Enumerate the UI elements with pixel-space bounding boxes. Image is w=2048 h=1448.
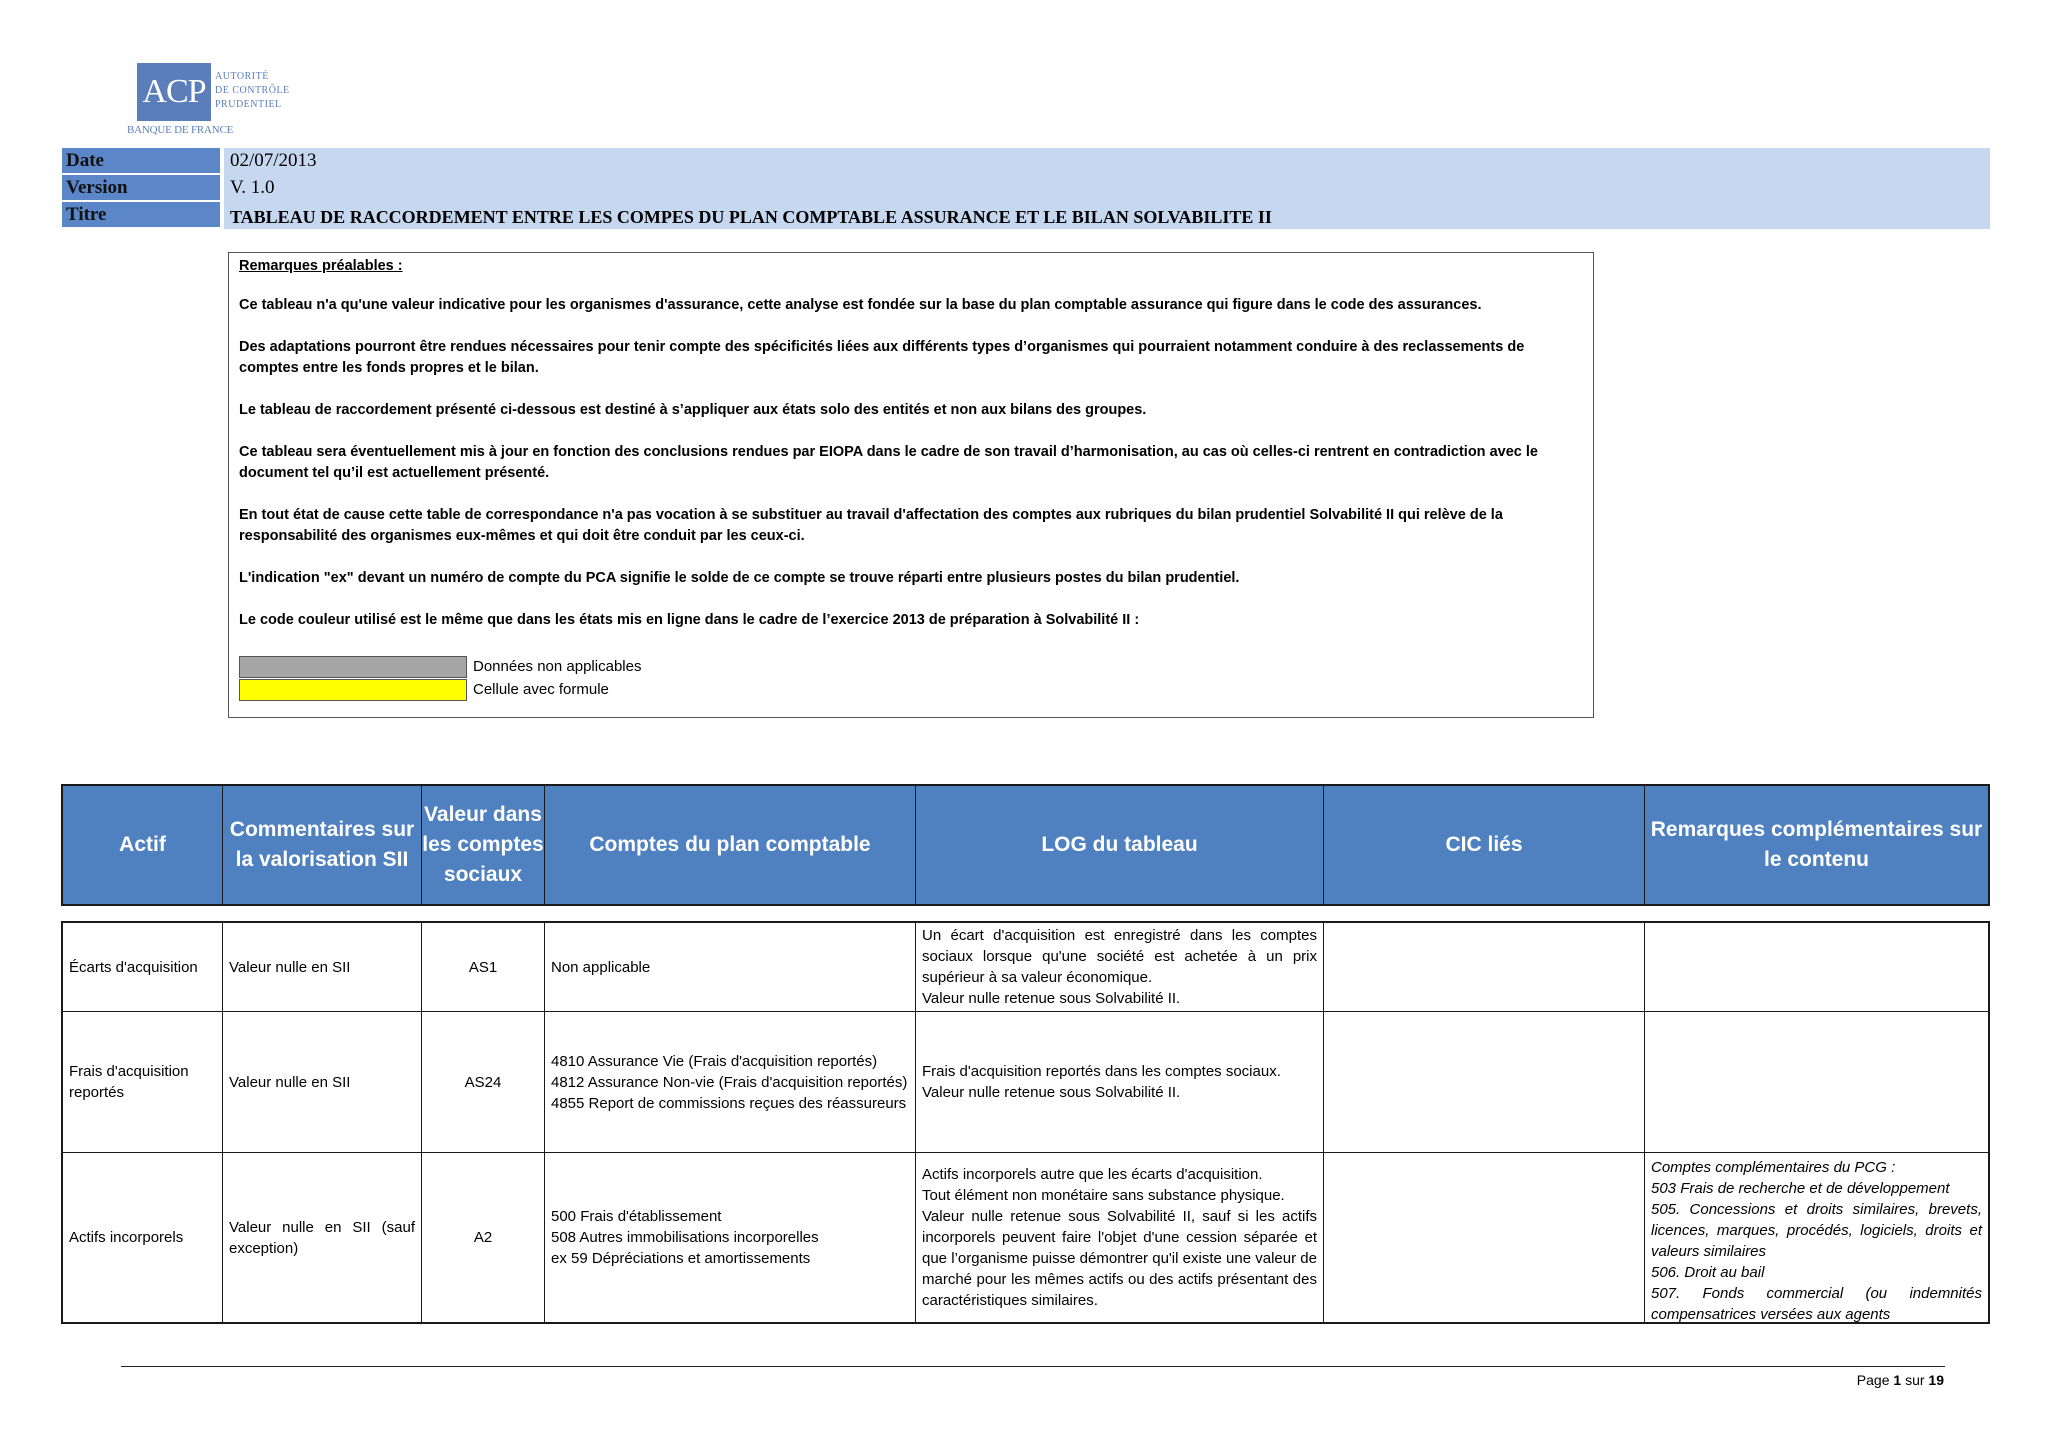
- cell-commentaire: Valeur nulle en SII (sauf exception): [223, 1153, 422, 1322]
- remarks-box: [228, 252, 1594, 718]
- logo-bank: BANQUE DE FRANCE: [127, 124, 234, 136]
- table-row: [63, 1012, 1988, 1153]
- title-value: TABLEAU DE RACCORDEMENT ENTRE LES COMPES DU PLAN COMPTABLE ASSURANCE ET LE BILAN SOLVABILITE II: [224, 202, 1990, 229]
- remarque-line: 507. Fonds commercial (ou indemnités compensatrices versées aux agents: [1651, 1285, 1982, 1323]
- remarque-line: 506. Droit au bail: [1651, 1264, 1765, 1281]
- cell-remarques: [1645, 923, 1988, 1011]
- cell-actif: Actifs incorporels: [63, 1153, 223, 1322]
- col-header-remarques: Remarques complémentaires sur le contenu: [1650, 818, 1983, 871]
- logo-line-2: DE CONTRÔLE: [215, 85, 290, 96]
- document-header: [62, 148, 1990, 229]
- cell-actif: Frais d'acquisition reportés: [63, 1012, 223, 1152]
- cell-log: [916, 1012, 1324, 1152]
- table-row: [63, 1153, 1988, 1322]
- remark-2: Des adaptations pourront être rendues nécessaires pour tenir compte des spécificités liées aux différents types d’organismes qui pourraient notamment conduire à des reclassements de comptes entre les fonds propres et le bilan.: [239, 339, 1525, 376]
- compte-line: 4810 Assurance Vie (Frais d'acquisition reportés): [551, 1052, 878, 1070]
- compte-line: Non applicable: [551, 958, 651, 976]
- cell-log: [916, 923, 1324, 1011]
- cell-comptes: [545, 1153, 916, 1322]
- remarque-line: Comptes complémentaires du PCG :: [1651, 1159, 1896, 1176]
- page-total: 19: [1928, 1372, 1944, 1388]
- log-line: Tout élément non monétaire sans substance physique.: [922, 1187, 1285, 1204]
- cell-commentaire: Valeur nulle en SII: [223, 923, 422, 1011]
- legend-swatch-yellow: [239, 679, 467, 701]
- remark-6: L'indication "ex" devant un numéro de compte du PCA signifie le solde de ce compte se trouve réparti entre plusieurs postes du bilan prudentiel.: [239, 570, 1240, 586]
- page-number: [1844, 1372, 1944, 1388]
- cell-comptes: [545, 923, 916, 1011]
- page-prefix: Page: [1856, 1372, 1890, 1388]
- table-body: [61, 921, 1990, 1324]
- remark-3: Le tableau de raccordement présenté ci-dessous est destiné à s’appliquer aux états solo des entités et non aux bilans des groupes.: [239, 402, 1147, 418]
- remark-5: En tout état de cause cette table de correspondance n'a pas vocation à se substituer au travail d'affectation des comptes aux rubriques du bilan prudentiel Solvabilité II qui relève de la responsabilité des organismes eux-mêmes et qui doit être conduit par les ceux-ci.: [239, 507, 1503, 544]
- remarks-title: Remarques préalables :: [239, 258, 403, 274]
- logo-line-1: AUTORITÉ: [215, 71, 269, 82]
- log-line: Valeur nulle retenue sous Solvabilité II.: [922, 990, 1181, 1007]
- title-row: [62, 202, 1990, 229]
- col-header-actif: Actif: [63, 786, 223, 904]
- cell-actif: Écarts d'acquisition: [63, 923, 223, 1011]
- col-header-log: LOG du tableau: [916, 786, 1324, 904]
- log-line: Valeur nulle retenue sous Solvabilité II.: [922, 1084, 1181, 1101]
- cell-cic: [1324, 923, 1645, 1011]
- legend-swatch-grey: [239, 656, 467, 678]
- remark-7: Le code couleur utilisé est le même que dans les états mis en ligne dans le cadre de l’exercice 2013 de préparation à Solvabilité II :: [239, 612, 1140, 628]
- cell-cic: [1324, 1153, 1645, 1322]
- version-row: [62, 175, 1990, 202]
- acp-logo: [127, 60, 297, 142]
- log-line: Actifs incorporels autre que les écarts d'acquisition.: [922, 1166, 1263, 1183]
- remark-1: Ce tableau n'a qu'une valeur indicative pour les organismes d'assurance, cette analyse est fondée sur la base du plan comptable assurance qui figure dans le code des assurances.: [239, 297, 1482, 313]
- logo-acronym: ACP: [137, 63, 211, 121]
- title-label: Titre: [62, 202, 220, 229]
- cell-valeur: AS1: [422, 923, 545, 1011]
- cell-log: [916, 1153, 1324, 1322]
- compte-line: ex 59 Dépréciations et amortissements: [551, 1250, 811, 1267]
- legend-label-yellow: Cellule avec formule: [473, 681, 609, 698]
- col-header-valeur: Valeur dans les comptes sociaux: [422, 786, 545, 904]
- remark-4: Ce tableau sera éventuellement mis à jour en fonction des conclusions rendues par EIOPA dans le cadre de son travail d’harmonisation, au cas où celles-ci rentrent en contradiction avec le document tel qu’il est actuellement présenté.: [239, 444, 1538, 481]
- log-line: Valeur nulle retenue sous Solvabilité II, sauf si les actifs incorporels peuvent faire l'objet d'une cession séparée et que l’organisme puisse démontrer qu'il existe une valeur de marché pour les mêmes actifs ou des actifs présentant des caractéristiques similaires.: [922, 1208, 1317, 1309]
- cell-comptes: [545, 1012, 916, 1152]
- page-sep: sur: [1905, 1372, 1925, 1388]
- remarque-line: 503 Frais de recherche et de développement: [1651, 1180, 1950, 1197]
- legend-label-grey: Données non applicables: [473, 658, 642, 675]
- logo-text: [215, 70, 305, 112]
- col-header-cic: CIC liés: [1324, 786, 1645, 904]
- date-value: 02/07/2013: [224, 148, 1990, 175]
- col-header-comptes: Comptes du plan comptable: [545, 786, 916, 904]
- footer-rule: [121, 1366, 1945, 1367]
- page-current: 1: [1893, 1372, 1902, 1388]
- cell-remarques: [1645, 1012, 1988, 1152]
- version-value: V. 1.0: [224, 175, 1990, 202]
- log-line: Un écart d'acquisition est enregistré dans les comptes sociaux lorsque qu'une société est achetée à un prix supérieur à sa valeur économique.: [922, 927, 1317, 986]
- compte-line: 500 Frais d'établissement: [551, 1208, 722, 1225]
- cell-commentaire: Valeur nulle en SII: [223, 1012, 422, 1152]
- table-row: [63, 923, 1988, 1012]
- date-label: Date: [62, 148, 220, 175]
- compte-line: 4855 Report de commissions reçues des réassureurs: [551, 1094, 907, 1112]
- compte-line: 508 Autres immobilisations incorporelles: [551, 1229, 819, 1246]
- table-header: [61, 784, 1990, 906]
- cell-cic: [1324, 1012, 1645, 1152]
- col-header-commentaires: Commentaires sur la valorisation SII: [223, 786, 422, 904]
- date-row: [62, 148, 1990, 175]
- version-label: Version: [62, 175, 220, 202]
- cell-valeur: A2: [422, 1153, 545, 1322]
- log-line: Frais d'acquisition reportés dans les comptes sociaux.: [922, 1063, 1281, 1080]
- cell-remarques: [1645, 1153, 1988, 1322]
- compte-line: 4812 Assurance Non-vie (Frais d'acquisition reportés): [551, 1073, 908, 1091]
- cell-valeur: AS24: [422, 1012, 545, 1152]
- remarque-line: 505. Concessions et droits similaires, brevets, licences, marques, procédés, logiciels, droits et valeurs similaires: [1651, 1201, 1982, 1260]
- logo-line-3: PRUDENTIEL: [215, 99, 282, 110]
